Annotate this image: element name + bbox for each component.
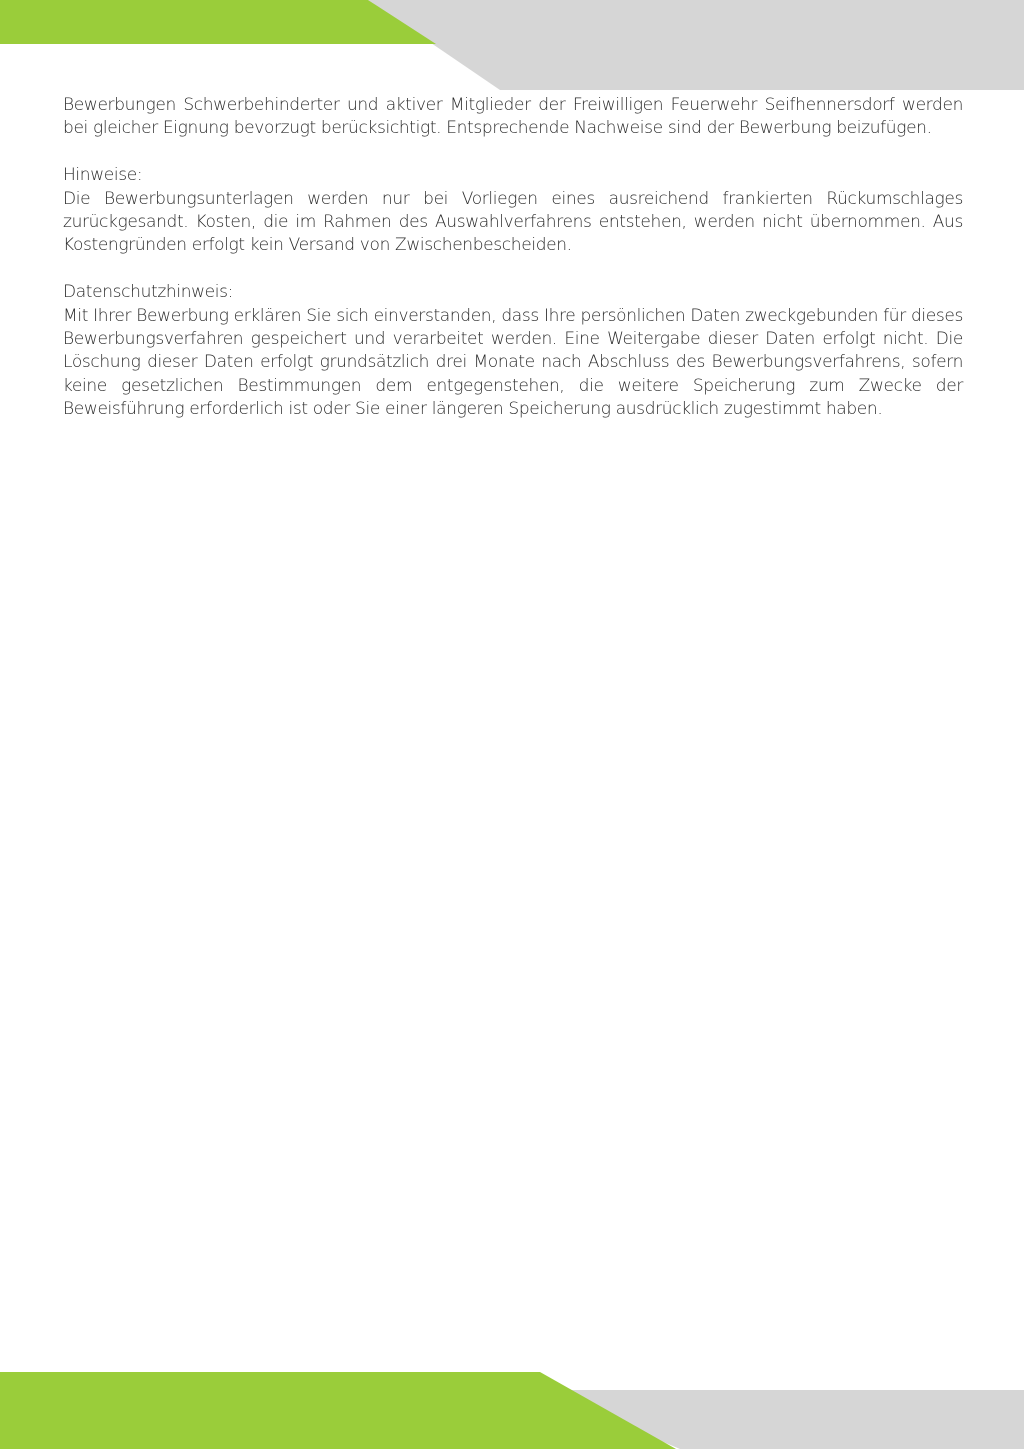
footer-green-shape [0, 1372, 676, 1449]
datenschutz-paragraph: Mit Ihrer Bewerbung erklären Sie sich einverstanden, dass Ihre persönlichen Daten zweckgebunden für dieses Bewerbungsverfahren gespeichert und verarbeitet werden. Eine Weitergabe dieser Daten erfolgt nicht. Die Löschung dieser Daten erfolgt grundsätzlich drei Monate nach Abschluss des Bewerbungsverfahrens, sofern keine gesetzlichen Bestimmungen dem entgegenstehen, die weitere Speicherung zum Zwecke der Beweisführung erforderlich ist oder Sie einer längeren Speicherung ausdrücklich zugestimmt haben. [63, 305, 963, 420]
hinweise-heading: Hinweise: [63, 165, 143, 186]
datenschutz-heading: Datenschutzhinweis: [63, 282, 234, 303]
paragraph-spacer [63, 258, 963, 281]
header-gray-shape [368, 0, 1024, 90]
paragraph-spacer [63, 141, 963, 164]
footer-decoration-band [0, 1368, 1024, 1449]
hinweise-paragraph: Die Bewerbungsunterlagen werden nur bei Vorliegen eines ausreichend frankierten Rückumschlages zurückgesandt. Kosten, die im Rahmen des Auswahlverfahrens entstehen, werden nicht übernommen. Aus Kostengründen erfolgt kein Versand von Zwischenbescheiden. [63, 188, 963, 256]
header-green-shape [0, 0, 436, 44]
document-body [63, 94, 963, 422]
intro-paragraph: Bewerbungen Schwerbehinderter und aktiver Mitglieder der Freiwilligen Feuerwehr Seifhennersdorf werden bei gleicher Eignung bevorzugt berücksichtigt. Entsprechende Nachweise sind der Bewerbung beizufügen. [63, 95, 963, 139]
header-decoration-band [0, 0, 1024, 92]
